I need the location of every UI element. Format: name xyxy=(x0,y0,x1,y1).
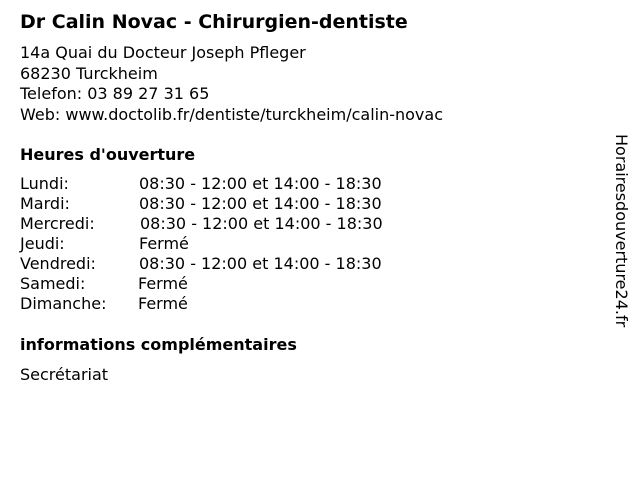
time-value: 08:30 - 12:00 et 14:00 - 18:30 xyxy=(139,194,382,213)
side-brand-container xyxy=(606,134,636,374)
time-value: Fermé xyxy=(138,274,188,293)
day-label: Vendredi: xyxy=(20,254,96,273)
side-brand-text: Horairesdouverture24.fr xyxy=(612,134,631,328)
day-label: Samedi: xyxy=(20,274,86,293)
additional-info-text: Secrétariat xyxy=(20,365,109,384)
address-block xyxy=(20,43,443,125)
phone-number: Telefon: 03 89 27 31 65 xyxy=(20,84,210,103)
additional-info-heading: informations complémentaires xyxy=(20,335,297,354)
time-value: Fermé xyxy=(139,234,189,253)
day-label: Mardi: xyxy=(20,194,70,213)
day-label: Dimanche: xyxy=(20,294,107,313)
day-label: Jeudi: xyxy=(20,234,65,253)
time-value: 08:30 - 12:00 et 14:00 - 18:30 xyxy=(139,174,382,193)
address-street: 14a Quai du Docteur Joseph Pfleger xyxy=(20,43,306,62)
address-city: 68230 Turckheim xyxy=(20,63,158,83)
day-label: Mercredi: xyxy=(20,214,95,233)
website-link[interactable]: Web: www.doctolib.fr/dentiste/turckheim/calin-novac xyxy=(20,104,443,124)
opening-hours-heading: Heures d'ouverture xyxy=(20,145,196,164)
time-value: 08:30 - 12:00 et 14:00 - 18:30 xyxy=(140,214,383,233)
time-value: 08:30 - 12:00 et 14:00 - 18:30 xyxy=(139,254,382,273)
time-value: Fermé xyxy=(138,294,188,313)
page-title: Dr Calin Novac - Chirurgien-dentiste xyxy=(20,11,408,33)
day-label: Lundi: xyxy=(20,174,69,193)
